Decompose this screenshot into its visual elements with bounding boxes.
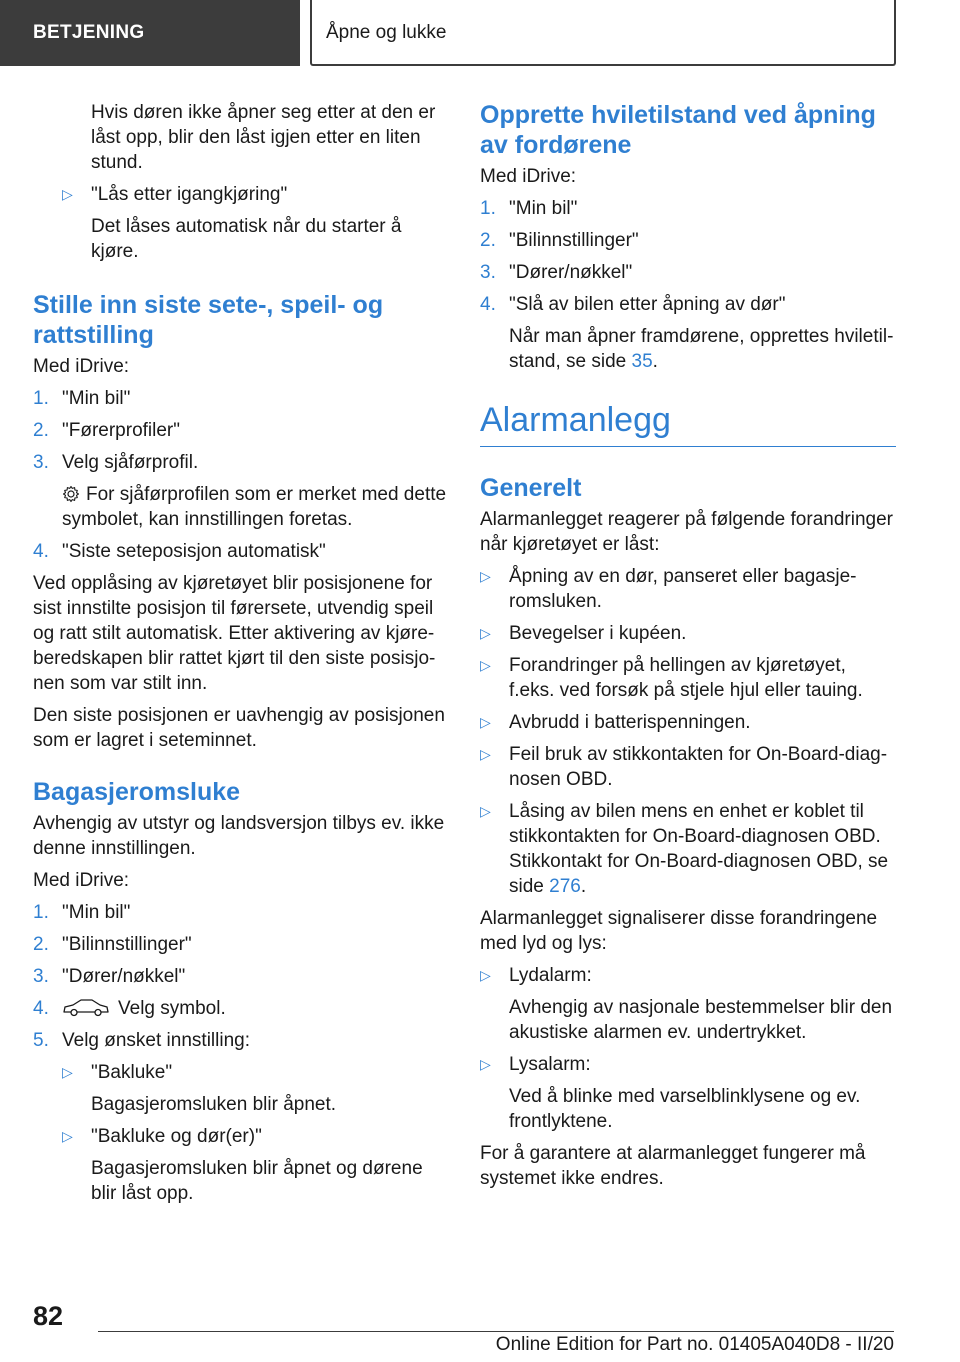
page-link-276[interactable]: 276 xyxy=(549,876,581,897)
step-number: 1. xyxy=(33,388,49,409)
trunk-option-1 xyxy=(33,1060,448,1085)
step-number: 3. xyxy=(33,966,49,987)
chapter-title: Åpne og lukke xyxy=(326,22,447,43)
rest-step-4 xyxy=(480,292,896,317)
seat-paragraph-1: Ved opplåsing av kjøretøyet blir posisjonene for sist innstilte posisjon til førersete, utvendig speil og ratt stilt automatisk. Etter aktivering av kjøreberedskapen blir rattet kjørt til den siste posisjonen som var stilt inn. xyxy=(33,573,436,694)
step-text: "Dører/nøkkel" xyxy=(62,966,186,987)
bullet-text: Avbrudd i batterispenningen. xyxy=(509,712,751,733)
step-text: Velg sjåførprofil. xyxy=(62,452,199,473)
bullet-title: "Lås etter igangkjøring" xyxy=(91,184,288,205)
general-heading: Generelt xyxy=(480,474,582,502)
section-tab xyxy=(0,0,300,66)
trunk-step-4 xyxy=(33,996,448,1021)
step-number: 1. xyxy=(33,902,49,923)
step-text: Velg ønsket innstilling: xyxy=(62,1030,250,1051)
step-number: 3. xyxy=(480,262,496,283)
trunk-heading: Bagasjeromsluke xyxy=(33,778,241,806)
general-paragraph: Alarmanlegget reagerer på følgende forandringer når kjøretøyet er låst: xyxy=(480,509,893,555)
step-text: "Bilinnstillinger" xyxy=(509,230,639,251)
seat-step-2 xyxy=(33,418,448,443)
seat-step-1 xyxy=(33,386,448,411)
step-text: "Dører/nøkkel" xyxy=(509,262,633,283)
gear-icon xyxy=(62,485,80,503)
sound-alarm-text: Avhengig av nasjonale bestemmelser blir den akustiske alarmen ev. undertrykket. xyxy=(509,997,893,1043)
bullet-title: Lydalarm: xyxy=(509,965,592,986)
left-column xyxy=(33,100,448,1213)
rest-note-text: Når man åpner framdørene, opprettes hviletilstand, se side xyxy=(509,326,894,372)
rest-step-1 xyxy=(480,196,896,221)
step-text: Velg symbol. xyxy=(118,998,226,1019)
step-text: "Min bil" xyxy=(62,388,131,409)
bullet-text: Feil bruk av stikkontakten for On-Board-diagnosen OBD. xyxy=(509,744,888,790)
option-text: Bagasjeromsluken blir åpnet og dørene blir låst opp. xyxy=(91,1158,423,1204)
gear-note xyxy=(33,482,448,532)
intro-text: Hvis døren ikke åpner seg etter at den er låst opp, blir den låst igjen etter en liten stund. xyxy=(91,102,436,173)
step-text: "Min bil" xyxy=(509,198,578,219)
seat-step-3 xyxy=(33,450,448,475)
section-title: BETJENING xyxy=(33,22,145,43)
rest-note-end: . xyxy=(652,351,658,372)
triangle-bullet-icon: ▷ xyxy=(480,568,491,584)
alarm-bullet xyxy=(480,653,896,703)
option-title: "Bakluke og dør(er)" xyxy=(91,1126,262,1147)
trunk-idrive-label: Med iDrive: xyxy=(33,870,130,891)
seat-idrive-label: Med iDrive: xyxy=(33,356,130,377)
trunk-step-2 xyxy=(33,932,448,957)
alarm-bullet xyxy=(480,564,896,614)
bullet-title: Lysalarm: xyxy=(509,1054,591,1075)
page-link-35[interactable]: 35 xyxy=(631,351,653,372)
option-text: Bagasjeromsluken blir åpnet. xyxy=(91,1094,337,1115)
page-number: 82 xyxy=(33,1301,64,1331)
bullet-text: Låsing av bilen mens en enhet er koblet til stikkontakten for On-Board-diagnosen OBD. Stikkontakt for On-Board-diagnosen OBD, se side xyxy=(509,801,889,897)
alarm-title: Alarmanlegg xyxy=(480,400,896,447)
step-text: "Slå av bilen etter åpning av dør" xyxy=(509,294,786,315)
bullet-text: Bevegelser i kupéen. xyxy=(509,623,687,644)
step-number: 2. xyxy=(33,420,49,441)
triangle-bullet-icon: ▷ xyxy=(62,1128,73,1144)
gear-note-text: For sjåførprofilen som er merket med dette symbolet, kan innstillingen foretas. xyxy=(62,484,447,530)
rest-idrive-label: Med iDrive: xyxy=(480,166,577,187)
seat-heading: Stille inn siste sete-, speil- og rattstilling xyxy=(33,291,384,349)
triangle-bullet-icon: ▷ xyxy=(480,657,491,673)
signal-paragraph: Alarmanlegget signaliserer disse forandringene med lyd og lys: xyxy=(480,908,878,954)
triangle-bullet-icon: ▷ xyxy=(480,746,491,762)
alarm-bullet xyxy=(480,710,896,735)
light-alarm-text: Ved å blinke med varselblinklysene og ev. frontlyktene. xyxy=(509,1086,861,1132)
step-text: "Bilinnstillinger" xyxy=(62,934,192,955)
rest-step-2 xyxy=(480,228,896,253)
bullet-item xyxy=(33,182,448,207)
alarm-bullet xyxy=(480,799,896,899)
step-number: 1. xyxy=(480,198,496,219)
step-text: "Siste seteposisjon automatisk" xyxy=(62,541,326,562)
seat-step-4 xyxy=(33,539,448,564)
rest-step-3 xyxy=(480,260,896,285)
option-title: "Bakluke" xyxy=(91,1062,173,1083)
step-text: "Førerprofiler" xyxy=(62,420,180,441)
step-number: 4. xyxy=(33,998,49,1019)
trunk-step-1 xyxy=(33,900,448,925)
step-text: "Min bil" xyxy=(62,902,131,923)
car-icon xyxy=(62,998,110,1018)
rest-heading: Opprette hviletilstand ved åpning av fordørene xyxy=(480,101,876,159)
step-number: 2. xyxy=(480,230,496,251)
step-number: 4. xyxy=(33,541,49,562)
rest-note xyxy=(480,324,896,374)
triangle-bullet-icon: ▷ xyxy=(480,967,491,983)
triangle-bullet-icon: ▷ xyxy=(480,803,491,819)
step-number: 5. xyxy=(33,1030,49,1051)
chapter-tab xyxy=(310,0,896,66)
triangle-bullet-icon: ▷ xyxy=(62,186,73,202)
footer-edition: Online Edition for Part no. 01405A040D8 - II/20 xyxy=(495,1334,894,1355)
triangle-bullet-icon: ▷ xyxy=(480,1056,491,1072)
final-paragraph: For å garantere at alarmanlegget fungerer må systemet ikke endres. xyxy=(480,1143,866,1189)
bullet-text: Forandringer på hellingen av kjøretøyet, f.eks. ved forsøk på stjele hjul eller tauing. xyxy=(509,655,863,701)
step-number: 3. xyxy=(33,452,49,473)
seat-paragraph-2: Den siste posisjonen er uavhengig av posisjonen som er lagret i seteminnet. xyxy=(33,705,445,751)
triangle-bullet-icon: ▷ xyxy=(480,714,491,730)
sound-alarm-item xyxy=(480,963,896,988)
step-number: 2. xyxy=(33,934,49,955)
alarm-bullet xyxy=(480,621,896,646)
bullet-text: Det låses automatisk når du starter å kjøre. xyxy=(91,216,402,262)
bullet-text: Åpning av en dør, panseret eller bagasjeromsluken. xyxy=(509,566,857,612)
right-column xyxy=(480,100,896,1198)
trunk-option-2 xyxy=(33,1124,448,1149)
trunk-paragraph: Avhengig av utstyr og landsversjon tilbys ev. ikke denne innstillingen. xyxy=(33,813,445,859)
triangle-bullet-icon: ▷ xyxy=(480,625,491,641)
triangle-bullet-icon: ▷ xyxy=(62,1064,73,1080)
bullet-end: . xyxy=(580,876,587,897)
alarm-bullet xyxy=(480,742,896,792)
step-number: 4. xyxy=(480,294,496,315)
light-alarm-item xyxy=(480,1052,896,1077)
trunk-step-3 xyxy=(33,964,448,989)
trunk-step-5 xyxy=(33,1028,448,1053)
